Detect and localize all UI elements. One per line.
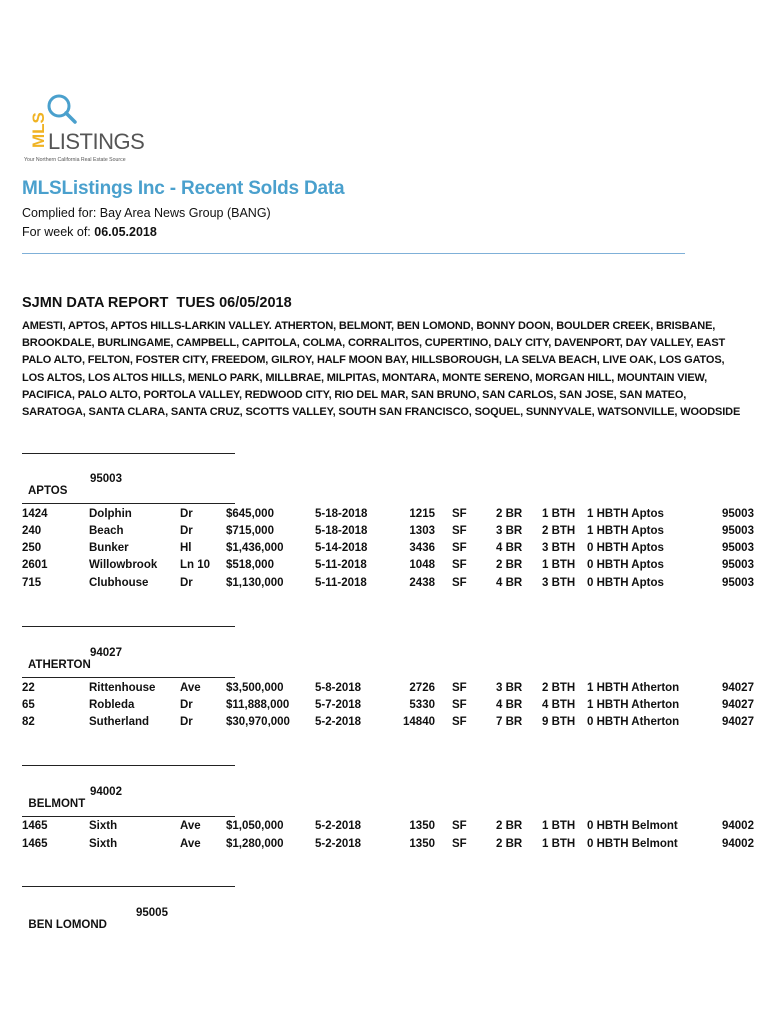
table-cell: 4 BTH	[542, 699, 576, 711]
table-cell: Rittenhouse	[89, 682, 156, 694]
table-cell: 3436	[409, 542, 435, 554]
table-cell: $645,000	[226, 508, 274, 520]
table-cell: 1 BTH	[542, 838, 576, 850]
table-cell: Dr	[180, 716, 193, 728]
table-cell: 0 HBTH Aptos	[587, 559, 664, 571]
header-divider	[22, 253, 685, 254]
table-cell: $518,000	[226, 559, 274, 571]
table-cell: Ln 10	[180, 559, 211, 571]
mlslistings-logo	[22, 92, 162, 166]
table-cell: 2 BR	[496, 559, 523, 571]
cities-line: PALO ALTO, FELTON, FOSTER CITY, FREEDOM, GILROY, HALF MOON BAY, HILLSBOROUGH, LA SELVA BEACH, LIVE OAK, LOS GATOS,	[22, 354, 725, 367]
area-heading	[22, 647, 122, 671]
table-cell: 0 HBTH Aptos	[587, 577, 664, 589]
section-divider	[22, 765, 235, 766]
table-cell: 2438	[409, 577, 435, 589]
table-cell: 1465	[22, 820, 48, 832]
table-cell: 95003	[722, 577, 754, 589]
table-cell: Ave	[180, 838, 201, 850]
table-cell: 5-11-2018	[315, 577, 367, 589]
area-zip: 95005	[136, 907, 168, 919]
table-cell: 3 BTH	[542, 542, 576, 554]
area-heading	[22, 907, 168, 931]
table-cell: 5-11-2018	[315, 559, 367, 571]
table-cell: Beach	[89, 525, 124, 537]
cities-line: BROOKDALE, BURLINGAME, CAMPBELL, CAPITOLA, COLMA, CORRALITOS, CUPERTINO, DALY CITY, DAVENPORT, DAY VALLEY, EAST	[22, 337, 726, 350]
table-cell: 1048	[409, 559, 435, 571]
table-cell: 95003	[722, 542, 754, 554]
table-row	[0, 682, 768, 699]
section-divider	[22, 626, 235, 627]
table-cell: 95003	[722, 525, 754, 537]
table-cell: 14840	[403, 716, 435, 728]
table-cell: 94027	[722, 716, 754, 728]
table-cell: Sixth	[89, 820, 118, 832]
table-cell: 1303	[409, 525, 435, 537]
area-name: BELMONT	[28, 798, 86, 810]
table-cell: 3 BR	[496, 682, 523, 694]
table-cell: SF	[452, 820, 467, 832]
table-cell: 95003	[722, 559, 754, 571]
table-row	[0, 508, 768, 525]
table-row	[0, 577, 768, 594]
table-cell: 1 BTH	[542, 559, 576, 571]
logo-graphic	[22, 92, 162, 166]
table-cell: 2 BTH	[542, 682, 576, 694]
table-cell: SF	[452, 542, 467, 554]
table-cell: 5-8-2018	[315, 682, 362, 694]
table-cell: 94002	[722, 838, 754, 850]
table-cell: 1 HBTH Atherton	[587, 682, 680, 694]
table-cell: 5-2-2018	[315, 820, 362, 832]
table-cell: Sutherland	[89, 716, 150, 728]
table-cell: SF	[452, 838, 467, 850]
table-cell: 82	[22, 716, 35, 728]
cities-line: AMESTI, APTOS, APTOS HILLS-LARKIN VALLEY. ATHERTON, BELMONT, BEN LOMOND, BONNY DOON, BOULDER CREEK, BRISBANE,	[22, 320, 716, 332]
table-cell: $1,436,000	[226, 542, 284, 554]
area-name: APTOS	[27, 485, 68, 497]
cities-list	[22, 318, 768, 421]
table-cell: Willowbrook	[89, 559, 158, 571]
table-cell: 1 BTH	[542, 508, 576, 520]
table-cell: 5-18-2018	[315, 508, 368, 520]
table-cell: 2 BR	[496, 820, 523, 832]
logo-tagline: Your Northern California Real Estate Source	[24, 157, 126, 163]
table-cell: 7 BR	[496, 716, 523, 728]
table-cell: SF	[452, 682, 467, 694]
table-cell: 0 HBTH Belmont	[587, 820, 678, 832]
table-cell: 94002	[722, 820, 754, 832]
table-cell: 9 BTH	[542, 716, 576, 728]
table-cell: 5-18-2018	[315, 525, 368, 537]
table-cell: 1350	[409, 838, 435, 850]
table-row	[0, 716, 768, 733]
table-cell: SF	[452, 525, 467, 537]
table-cell: SF	[452, 716, 467, 728]
week-label: For week of:	[22, 225, 95, 239]
table-cell: 4 BR	[496, 699, 523, 711]
table-cell: Sixth	[89, 838, 118, 850]
table-cell: 1 BTH	[542, 820, 576, 832]
table-cell: Ave	[180, 820, 201, 832]
table-row	[0, 699, 768, 716]
table-cell: 94027	[722, 699, 754, 711]
section-divider	[22, 503, 235, 504]
report-heading: SJMN DATA REPORT TUES 06/05/2018	[22, 295, 292, 311]
table-cell: $30,970,000	[226, 716, 290, 728]
table-cell: $3,500,000	[226, 682, 284, 694]
table-cell: 1465	[22, 838, 48, 850]
table-cell: 1424	[22, 508, 48, 520]
table-row	[0, 525, 768, 542]
table-cell: $715,000	[226, 525, 274, 537]
section-divider	[22, 816, 235, 817]
table-cell: Dr	[180, 525, 193, 537]
section-divider	[22, 886, 235, 887]
table-row	[0, 820, 768, 837]
week-value: 06.05.2018	[94, 225, 157, 239]
table-cell: Dr	[180, 699, 193, 711]
table-cell: $11,888,000	[226, 699, 290, 711]
table-cell: 95003	[722, 508, 754, 520]
area-name: BEN LOMOND	[28, 919, 107, 931]
table-cell: 5-14-2018	[315, 542, 368, 554]
section-divider	[22, 453, 235, 454]
table-cell: 715	[22, 577, 42, 589]
table-cell: Dr	[180, 508, 193, 520]
table-cell: 5-2-2018	[315, 838, 362, 850]
table-cell: SF	[452, 577, 467, 589]
table-cell: 3 BTH	[542, 577, 576, 589]
table-cell: 5330	[409, 699, 435, 711]
table-cell: $1,050,000	[226, 820, 284, 832]
table-row	[0, 838, 768, 855]
table-cell: 1 HBTH Aptos	[587, 508, 664, 520]
table-cell: 4 BR	[496, 577, 523, 589]
table-cell: Bunker	[89, 542, 129, 554]
week-of	[22, 225, 157, 239]
page-title: MLSListings Inc - Recent Solds Data	[22, 178, 345, 199]
table-cell: Ave	[180, 682, 201, 694]
table-cell: $1,130,000	[226, 577, 284, 589]
table-cell: 3 BR	[496, 525, 523, 537]
table-cell: 1 HBTH Atherton	[587, 699, 680, 711]
table-cell: Dolphin	[89, 508, 132, 520]
table-row	[0, 559, 768, 576]
table-cell: SF	[452, 699, 467, 711]
table-cell: 4 BR	[496, 542, 523, 554]
logo-listings-text: LISTINGS	[48, 129, 145, 154]
area-zip: 94027	[90, 647, 122, 659]
table-cell: 65	[22, 699, 35, 711]
table-cell: 1350	[409, 820, 435, 832]
table-cell: 0 HBTH Belmont	[587, 838, 678, 850]
table-cell: SF	[452, 559, 467, 571]
table-cell: 2726	[409, 682, 435, 694]
area-heading	[22, 473, 122, 497]
area-zip: 94002	[90, 786, 122, 798]
cities-line: LOS ALTOS, LOS ALTOS HILLS, MENLO PARK, MILLBRAE, MILPITAS, MONTARA, MONTE SERENO, MORGAN HILL, MOUNTAIN VIEW,	[22, 371, 708, 384]
table-cell: 5-2-2018	[315, 716, 362, 728]
table-cell: Dr	[180, 577, 193, 589]
logo-mls-text: MLS	[29, 112, 48, 148]
table-cell: 2 BR	[496, 508, 523, 520]
table-cell: 0 HBTH Atherton	[587, 716, 680, 728]
table-cell: 2601	[22, 559, 48, 571]
table-cell: 94027	[722, 682, 754, 694]
area-zip: 95003	[90, 473, 122, 485]
table-cell: Robleda	[89, 699, 135, 711]
area-name: ATHERTON	[27, 659, 91, 671]
area-heading	[22, 786, 122, 810]
table-row	[0, 542, 768, 559]
table-cell: 2 BR	[496, 838, 523, 850]
table-cell: $1,280,000	[226, 838, 284, 850]
cities-line: SARATOGA, SANTA CLARA, SANTA CRUZ, SCOTTS VALLEY, SOUTH SAN FRANCISCO, SOQUEL, SUNNYVALE, WATSONVILLE, WOODSIDE	[22, 406, 741, 419]
table-cell: 2 BTH	[542, 525, 576, 537]
table-cell: 0 HBTH Aptos	[587, 542, 664, 554]
compiled-for: Complied for: Bay Area News Group (BANG)	[22, 206, 271, 220]
table-cell: SF	[452, 508, 467, 520]
table-cell: 1 HBTH Aptos	[587, 525, 664, 537]
section-divider	[22, 677, 235, 678]
table-cell: 250	[22, 542, 42, 554]
table-cell: 240	[22, 525, 42, 537]
table-cell: Hl	[180, 542, 192, 554]
table-cell: 5-7-2018	[315, 699, 362, 711]
table-cell: 22	[22, 682, 35, 694]
table-cell: Clubhouse	[89, 577, 149, 589]
cities-line: PACIFICA, PALO ALTO, PORTOLA VALLEY, REDWOOD CITY, RIO DEL MAR, SAN BRUNO, SAN CARLOS, SAN JOSE, SAN MATEO,	[22, 388, 687, 401]
table-cell: 1215	[409, 508, 435, 520]
